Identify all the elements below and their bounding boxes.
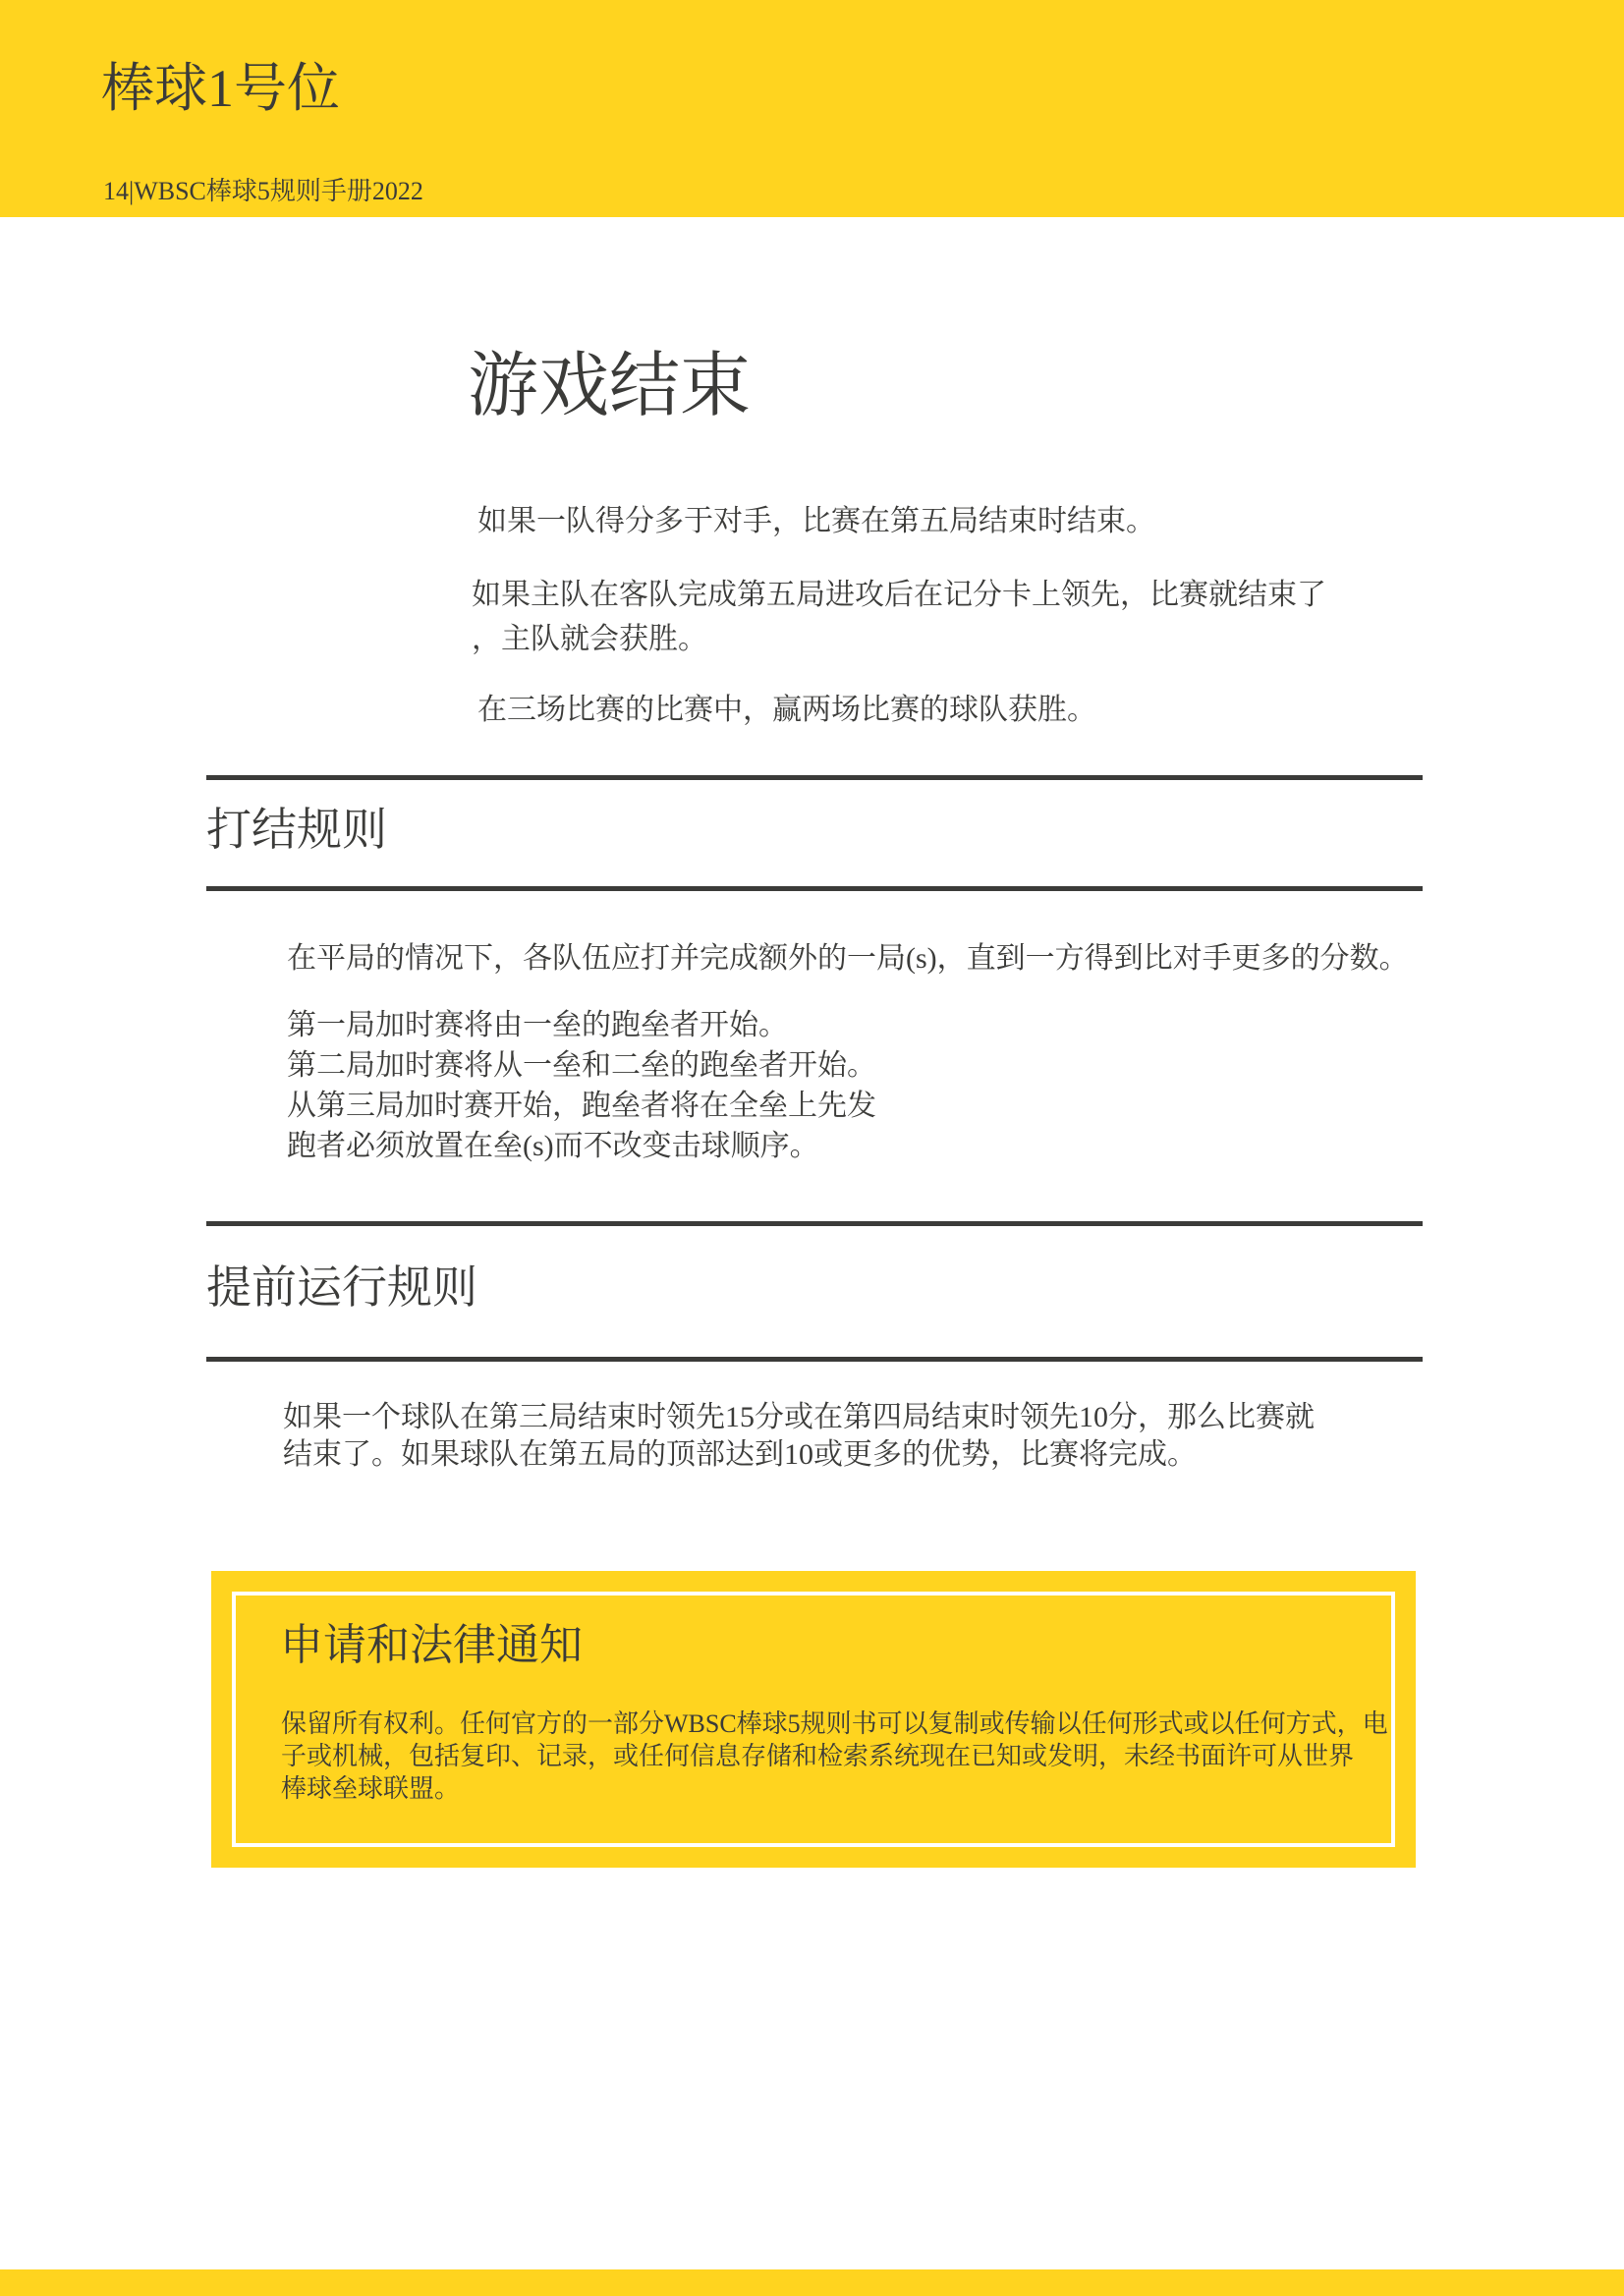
section-heading-early-run-rule: 提前运行规则 bbox=[206, 1262, 477, 1313]
section-heading-tie-rule: 打结规则 bbox=[206, 805, 387, 855]
tie-rule-lines bbox=[287, 1005, 876, 1166]
tie-rule-line-4: 跑者必须放置在垒(s)而不改变击球顺序。 bbox=[287, 1130, 819, 1162]
page-footer-band bbox=[0, 2269, 1624, 2296]
tie-rule-line-1: 第一局加时赛将由一垒的跑垒者开始。 bbox=[287, 1009, 788, 1041]
early-run-line-2: 结束了。如果球队在第五局的顶部达到10或更多的优势，比赛将完成。 bbox=[283, 1438, 1197, 1471]
intro-paragraph-3: 在三场比赛的比赛中，赢两场比赛的球队获胜。 bbox=[477, 694, 1096, 726]
intro-paragraph-2 bbox=[472, 573, 1326, 661]
early-run-rule-paragraph bbox=[283, 1399, 1315, 1474]
intro-paragraph-2-line-2: ，主队就会获胜。 bbox=[472, 623, 707, 655]
legal-notice-line-3: 棒球垒球联盟。 bbox=[281, 1774, 461, 1803]
intro-paragraph-1: 如果一队得分多于对手，比赛在第五局结束时结束。 bbox=[477, 505, 1155, 537]
document-title: 棒球1号位 bbox=[101, 59, 340, 118]
horizontal-rule bbox=[206, 1357, 1423, 1362]
early-run-line-1: 如果一个球队在第三局结束时领先15分或在第四局结束时领先10分，那么比赛就 bbox=[283, 1401, 1315, 1433]
horizontal-rule bbox=[206, 886, 1423, 891]
tie-rule-paragraph: 在平局的情况下，各队伍应打并完成额外的一局(s)，直到一方得到比对手更多的分数。 bbox=[287, 942, 1409, 975]
horizontal-rule bbox=[206, 775, 1423, 780]
legal-notice-line-1: 保留所有权利。任何官方的一部分WBSC棒球5规则书可以复制或传输以任何形式或以任何方式，电 bbox=[281, 1709, 1388, 1738]
legal-notice-text bbox=[281, 1708, 1388, 1805]
legal-notice-box bbox=[211, 1571, 1416, 1868]
horizontal-rule bbox=[206, 1221, 1423, 1226]
tie-rule-line-3: 从第三局加时赛开始，跑垒者将在全垒上先发 bbox=[287, 1090, 876, 1122]
page-header-band bbox=[0, 0, 1624, 217]
article-title: 游戏结束 bbox=[468, 347, 752, 425]
legal-notice-line-2: 子或机械，包括复印、记录，或任何信息存储和检索系统现在已知或发明，未经书面许可从世界 bbox=[281, 1742, 1355, 1770]
tie-rule-line-2: 第二局加时赛将从一垒和二垒的跑垒者开始。 bbox=[287, 1049, 876, 1082]
page-number-info: 14|WBSC棒球5规则手册2022 bbox=[103, 177, 423, 205]
intro-paragraph-2-line-1: 如果主队在客队完成第五局进攻后在记分卡上领先，比赛就结束了 bbox=[472, 579, 1326, 611]
legal-notice-heading: 申请和法律通知 bbox=[280, 1621, 583, 1669]
